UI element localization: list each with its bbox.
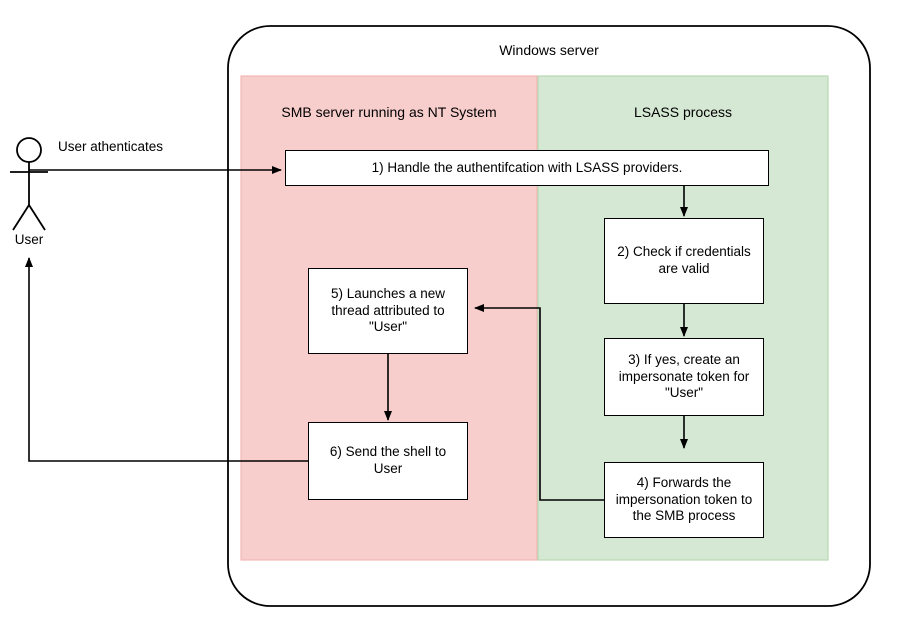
user-authenticates-edge-label: User athenticates (58, 139, 164, 154)
node-step4[interactable]: 4) Forwards the impersonation token to the SMB process (604, 462, 764, 538)
user-actor-figure (10, 138, 48, 230)
user-actor-label: User (14, 232, 44, 247)
smb-server-title: SMB server running as NT System (281, 104, 497, 120)
node-step2[interactable]: 2) Check if credentials are valid (604, 218, 764, 304)
node-step5[interactable]: 5) Launches a new thread attributed to "User" (308, 268, 468, 354)
windows-server-title: Windows server (499, 42, 599, 58)
node-step6[interactable]: 6) Send the shell to User (308, 422, 468, 500)
lsass-title: LSASS process (633, 104, 733, 120)
node-step1[interactable]: 1) Handle the authentifcation with LSASS providers. (285, 150, 769, 186)
node-step3[interactable]: 3) If yes, create an impersonate token for "User" (604, 338, 764, 416)
